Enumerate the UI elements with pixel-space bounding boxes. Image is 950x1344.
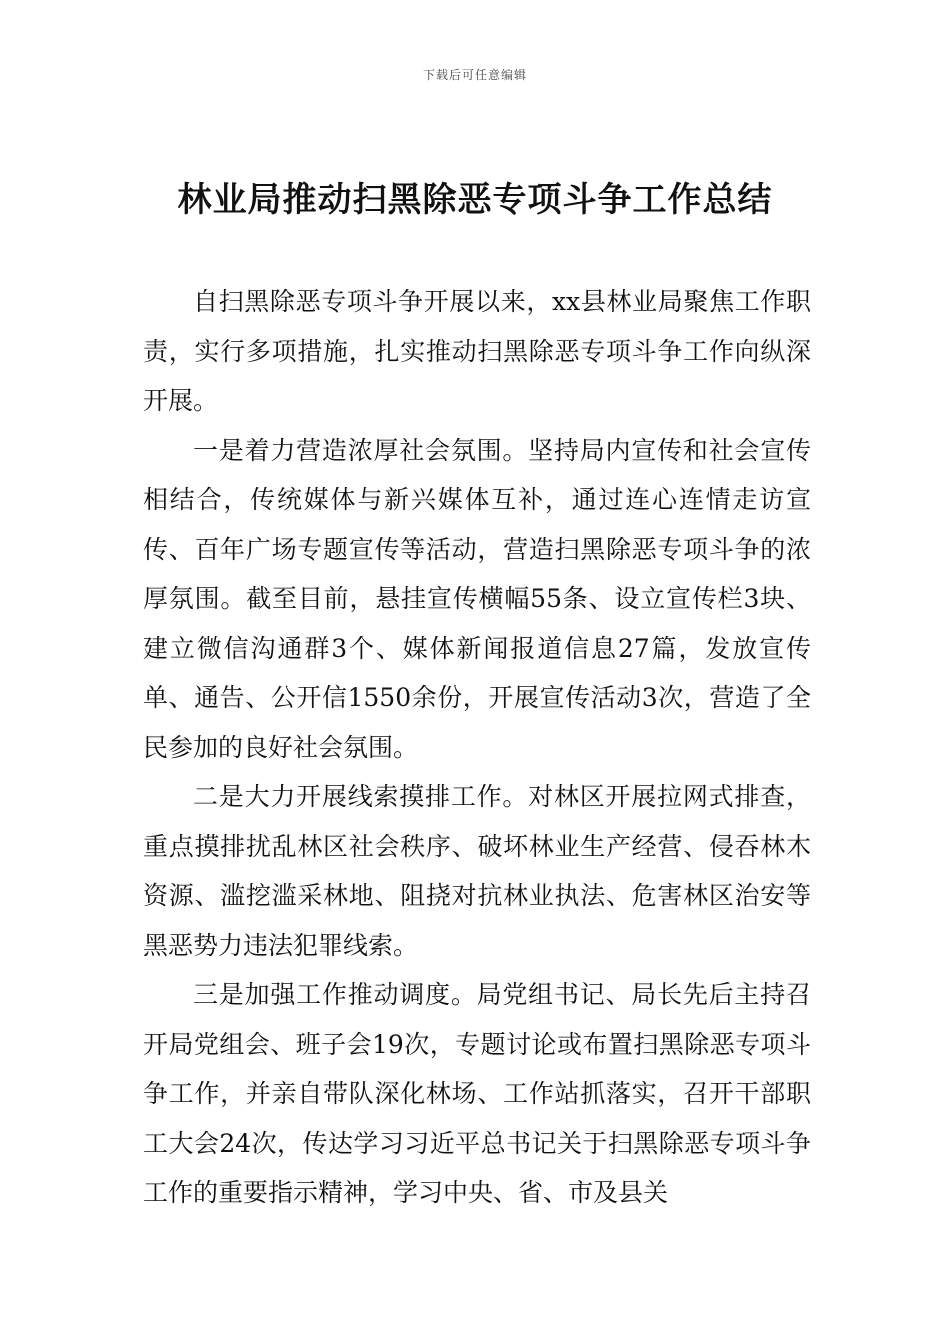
- paragraph-clue-investigation: 二是大力开展线索摸排工作。对林区开展拉网式排查，重点摸排扰乱林区社会秩序、破坏林业生产经营、侵吞林木资源、滥挖滥采林地、阻挠对抗林业执法、危害林区治安等黑恶势力违法犯罪线索。: [143, 782, 811, 960]
- paragraph-work-scheduling: 三是加强工作推动调度。局党组书记、局长先后主持召开局党组会、班子会19次，专题讨论或布置扫黑除恶专项斗争工作，并亲自带队深化林场、工作站抓落实，召开干部职工大会24次，传达学习习近平总书记关于扫黑除恶专项斗争工作的重要指示精神，学习中央、省、市及县关: [143, 980, 811, 1207]
- header-note: 下载后可任意编辑: [422, 68, 527, 82]
- paragraph-intro: 自扫黑除恶专项斗争开展以来，xx县林业局聚焦工作职责，实行多项措施，扎实推动扫黑除恶专项斗争工作向纵深开展。: [143, 287, 811, 415]
- document-body: [143, 277, 811, 1218]
- paragraph-atmosphere: 一是着力营造浓厚社会氛围。坚持局内宣传和社会宣传相结合，传统媒体与新兴媒体互补，通过连心连情走访宣传、百年广场专题宣传等活动，营造扫黑除恶专项斗争的浓厚氛围。截至目前，悬挂宣传横幅55条、设立宣传栏3块、建立微信沟通群3个、媒体新闻报道信息27篇，发放宣传单、通告、公开信1550余份，开展宣传活动3次，营造了全民参加的良好社会氛围。: [143, 435, 811, 762]
- document-title: 林业局推动扫黑除恶专项斗争工作总结: [177, 180, 773, 220]
